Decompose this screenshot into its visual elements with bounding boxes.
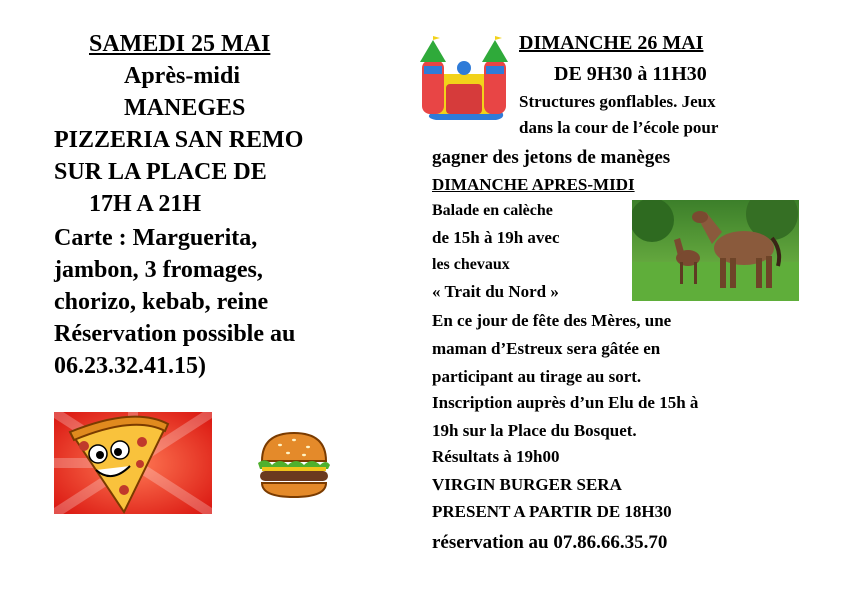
saturday-afternoon: Après-midi — [124, 63, 240, 89]
carriage-line4: « Trait du Nord » — [432, 282, 559, 301]
mothers-line2: maman d’Estreux sera gâtée en — [432, 339, 661, 358]
saturday-title: SAMEDI 25 MAI — [89, 31, 271, 57]
burger-line3: réservation au 07.86.66.35.70 — [432, 532, 668, 553]
burger-illustration — [248, 425, 340, 505]
saturday-menu-line3: chorizo, kebab, reine — [54, 289, 269, 315]
sunday-inflatable-line3: gagner des jetons de manèges — [432, 147, 671, 168]
sunday-hours: DE 9H30 à 11H30 — [554, 63, 707, 85]
sunday-title: DIMANCHE 26 MAI — [519, 32, 704, 54]
saturday-menu-line2: jambon, 3 fromages, — [54, 257, 263, 283]
saturday-place: SUR LA PLACE DE — [54, 159, 267, 185]
mothers-line1: En ce jour de fête des Mères, une — [432, 311, 672, 330]
saturday-reservation-line1: Réservation possible au — [54, 321, 296, 347]
bouncy-castle-illustration — [416, 36, 512, 122]
pizza-illustration — [54, 412, 212, 514]
burger-line1: VIRGIN BURGER SERA — [432, 475, 622, 494]
sunday-inflatable-line2: dans la cour de l’école pour — [519, 118, 719, 137]
saturday-hours: 17H A 21H — [89, 191, 202, 217]
saturday-pizzeria: PIZZERIA SAN REMO — [54, 127, 304, 153]
results: Résultats à 19h00 — [432, 447, 560, 466]
carriage-line2: de 15h à 19h avec — [432, 228, 560, 247]
carriage-line3: les chevaux — [432, 256, 510, 273]
saturday-reservation-line2: 06.23.32.41.15) — [54, 353, 206, 379]
burger-line2: PRESENT A PARTIR DE 18H30 — [432, 502, 672, 521]
horses-photo — [632, 200, 799, 301]
carriage-line1: Balade en calèche — [432, 202, 553, 219]
mothers-line5: 19h sur la Place du Bosquet. — [432, 421, 637, 440]
sunday-afternoon-title: DIMANCHE APRES-MIDI — [432, 175, 635, 194]
mothers-line3: participant au tirage au sort. — [432, 367, 642, 386]
mothers-line4: Inscription auprès d’un Elu de 15h à — [432, 393, 699, 412]
sunday-inflatable-line1: Structures gonflables. Jeux — [519, 92, 716, 111]
saturday-menu-line1: Carte : Marguerita, — [54, 225, 258, 251]
saturday-rides: MANEGES — [124, 95, 246, 121]
